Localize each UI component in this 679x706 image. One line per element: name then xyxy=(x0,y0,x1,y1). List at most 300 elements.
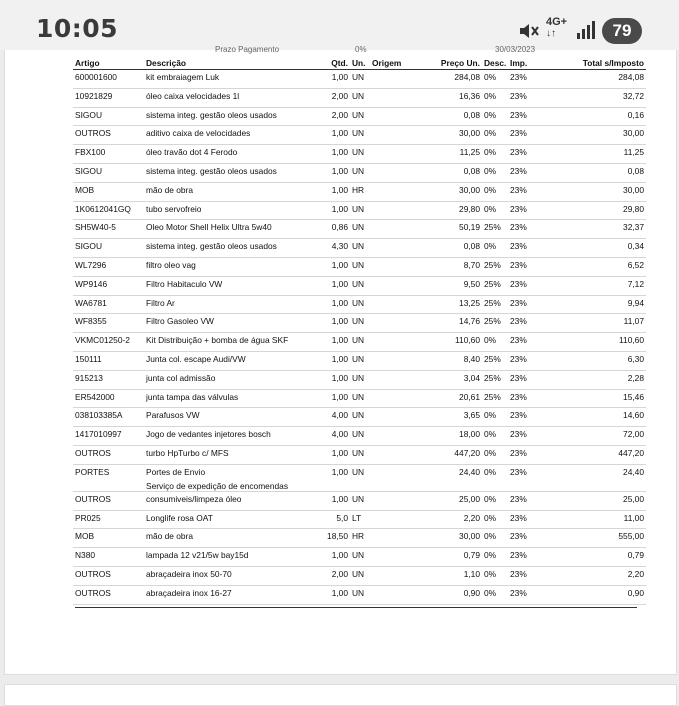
cell-descricao xyxy=(144,70,310,89)
desc-value: 25% xyxy=(484,278,501,289)
next-page-edge xyxy=(4,684,677,706)
total-value: 30,00 xyxy=(623,128,644,139)
preco-value: 13,25 xyxy=(459,297,480,308)
qtd-value: 5,0 xyxy=(336,512,348,523)
preco-value: 0,79 xyxy=(463,550,480,561)
table-header-row xyxy=(73,56,646,70)
preco-value: 25,00 xyxy=(459,493,480,504)
cell-artigo xyxy=(73,491,144,510)
cell-desc xyxy=(482,491,508,510)
cell-total xyxy=(543,510,646,529)
imp-value: 23% xyxy=(510,410,527,421)
artigo-value: WF8355 xyxy=(75,316,107,327)
cell-qtd xyxy=(310,126,350,145)
table-row xyxy=(73,548,646,567)
preco-value: 30,00 xyxy=(459,184,480,195)
cell-preco xyxy=(438,276,482,295)
cell-artigo xyxy=(73,389,144,408)
table-row xyxy=(73,70,646,89)
desc-value: 0% xyxy=(484,147,497,158)
un-value: UN xyxy=(352,222,365,233)
qtd-value: 1,00 xyxy=(331,184,348,195)
cell-imp xyxy=(508,427,543,446)
cell-total xyxy=(543,88,646,107)
imp-value: 23% xyxy=(510,429,527,440)
descricao-value: abraçadeira inox 50-70 xyxy=(146,568,232,579)
cell-origem xyxy=(370,314,438,333)
desc-value: 0% xyxy=(484,493,497,504)
cell-imp xyxy=(508,529,543,548)
desc-value: 25% xyxy=(484,222,501,233)
table-row xyxy=(73,464,646,491)
total-value: 0,16 xyxy=(627,109,644,120)
cell-un xyxy=(350,548,370,567)
desc-value: 0% xyxy=(484,241,497,252)
imp-value: 23% xyxy=(510,90,527,101)
cell-imp xyxy=(508,464,543,491)
total-value: 11,07 xyxy=(623,316,644,327)
cell-desc xyxy=(482,276,508,295)
cell-descricao xyxy=(144,88,310,107)
cell-origem xyxy=(370,408,438,427)
cell-preco xyxy=(438,445,482,464)
un-value: UN xyxy=(352,568,365,579)
un-value: UN xyxy=(352,466,365,477)
cell-desc xyxy=(482,464,508,491)
descricao-value: Parafusos VW xyxy=(146,410,200,421)
imp-value: 23% xyxy=(510,278,527,289)
table-row xyxy=(73,88,646,107)
table-row xyxy=(73,163,646,182)
imp-value: 23% xyxy=(510,493,527,504)
total-value: 284,08 xyxy=(618,72,644,82)
total-value: 447,20 xyxy=(618,447,644,458)
cell-qtd xyxy=(310,548,350,567)
cell-imp xyxy=(508,566,543,585)
preco-value: 110,60 xyxy=(455,335,480,346)
descricao-line2: Serviço de expedição de encomendas xyxy=(146,480,289,491)
cell-origem xyxy=(370,182,438,201)
imp-value: 23% xyxy=(510,297,527,308)
desc-value: 0% xyxy=(484,587,497,598)
clipped-header-left: Prazo Pagamento xyxy=(215,45,280,54)
qtd-value: 1,00 xyxy=(331,165,348,176)
cell-total xyxy=(543,163,646,182)
imp-value: 23% xyxy=(510,531,527,542)
cell-qtd xyxy=(310,239,350,258)
preco-value: 2,20 xyxy=(463,512,480,523)
total-value: 25,00 xyxy=(623,493,644,504)
cell-imp xyxy=(508,107,543,126)
cell-descricao xyxy=(144,276,310,295)
preco-value: 8,70 xyxy=(463,259,480,270)
cell-qtd xyxy=(310,389,350,408)
cell-artigo xyxy=(73,585,144,604)
un-value: UN xyxy=(352,353,365,364)
cell-un xyxy=(350,163,370,182)
artigo-value: MOB xyxy=(75,184,95,195)
cell-imp xyxy=(508,491,543,510)
cell-descricao xyxy=(144,491,310,510)
mute-icon xyxy=(518,20,540,42)
cell-desc xyxy=(482,408,508,427)
footer-divider xyxy=(75,607,637,608)
cell-desc xyxy=(482,70,508,89)
un-value: UN xyxy=(352,587,365,598)
cell-preco xyxy=(438,370,482,389)
cell-desc xyxy=(482,445,508,464)
imp-value: 23% xyxy=(510,128,527,139)
table-row xyxy=(73,566,646,585)
artigo-value: PORTES xyxy=(75,466,110,477)
qtd-value: 1,00 xyxy=(331,335,348,346)
cell-artigo xyxy=(73,464,144,491)
cell-origem xyxy=(370,145,438,164)
imp-value: 23% xyxy=(510,391,527,402)
clipped-header-right: 30/03/2023 xyxy=(495,45,536,54)
cell-desc xyxy=(482,314,508,333)
cell-un xyxy=(350,276,370,295)
imp-value: 23% xyxy=(510,372,527,383)
preco-value: 50,19 xyxy=(459,222,480,233)
desc-value: 25% xyxy=(484,259,501,270)
un-value: UN xyxy=(352,410,365,421)
cell-origem xyxy=(370,464,438,491)
cell-artigo xyxy=(73,548,144,567)
cell-qtd xyxy=(310,88,350,107)
cell-desc xyxy=(482,239,508,258)
cell-total xyxy=(543,239,646,258)
cell-origem xyxy=(370,126,438,145)
desc-value: 25% xyxy=(484,353,501,364)
table-row xyxy=(73,529,646,548)
cell-total xyxy=(543,314,646,333)
cell-desc xyxy=(482,88,508,107)
cell-origem xyxy=(370,163,438,182)
clock: 10:05 xyxy=(36,14,119,43)
cell-qtd xyxy=(310,201,350,220)
imp-value: 23% xyxy=(510,72,527,82)
imp-value: 23% xyxy=(510,550,527,561)
cell-un xyxy=(350,220,370,239)
un-value: HR xyxy=(352,184,365,195)
cell-un xyxy=(350,145,370,164)
header-preco: Preço Un. xyxy=(438,56,482,70)
descricao-value: Filtro Ar xyxy=(146,297,175,308)
artigo-value: 600001600 xyxy=(75,72,117,82)
table-row xyxy=(73,408,646,427)
cell-descricao xyxy=(144,351,310,370)
artigo-value: SIGOU xyxy=(75,241,102,252)
total-value: 6,52 xyxy=(627,259,644,270)
cell-un xyxy=(350,201,370,220)
cell-qtd xyxy=(310,257,350,276)
table-row xyxy=(73,126,646,145)
cell-total xyxy=(543,276,646,295)
imp-value: 23% xyxy=(510,512,527,523)
desc-value: 25% xyxy=(484,297,501,308)
cell-artigo xyxy=(73,276,144,295)
cell-qtd xyxy=(310,70,350,89)
cell-un xyxy=(350,257,370,276)
imp-value: 23% xyxy=(510,447,527,458)
cell-origem xyxy=(370,445,438,464)
cell-qtd xyxy=(310,566,350,585)
cell-total xyxy=(543,70,646,89)
preco-value: 3,04 xyxy=(463,372,480,383)
cell-imp xyxy=(508,88,543,107)
total-value: 15,46 xyxy=(623,391,644,402)
header-total: Total s/Imposto xyxy=(543,56,646,70)
desc-value: 0% xyxy=(484,531,497,542)
descricao-value: junta tampa das válvulas xyxy=(146,391,239,402)
descricao-value: mão de obra xyxy=(146,184,194,195)
cell-origem xyxy=(370,351,438,370)
cell-preco xyxy=(438,182,482,201)
un-value: UN xyxy=(352,372,365,383)
table-row xyxy=(73,295,646,314)
cell-artigo xyxy=(73,182,144,201)
preco-value: 24,40 xyxy=(459,466,480,477)
cell-preco xyxy=(438,220,482,239)
total-value: 0,90 xyxy=(627,587,644,598)
desc-value: 0% xyxy=(484,466,497,477)
header-un: Un. xyxy=(350,56,370,70)
qtd-value: 4,30 xyxy=(331,241,348,252)
cell-desc xyxy=(482,370,508,389)
descricao-value: filtro oleo vag xyxy=(146,259,196,270)
cell-desc xyxy=(482,566,508,585)
qtd-value: 1,00 xyxy=(331,391,348,402)
descricao-value: abraçadeira inox 16-27 xyxy=(146,587,232,598)
cell-total xyxy=(543,464,646,491)
cell-preco xyxy=(438,201,482,220)
cell-un xyxy=(350,566,370,585)
cell-total xyxy=(543,107,646,126)
cell-artigo xyxy=(73,295,144,314)
descricao-value: lampada 12 v21/5w bay15d xyxy=(146,550,249,561)
cell-desc xyxy=(482,529,508,548)
table-row xyxy=(73,107,646,126)
qtd-value: 1,00 xyxy=(331,447,348,458)
status-bar xyxy=(0,0,679,50)
total-value: 32,72 xyxy=(623,90,644,101)
desc-value: 0% xyxy=(484,72,497,82)
artigo-value: OUTROS xyxy=(75,493,111,504)
cell-descricao xyxy=(144,464,310,491)
total-value: 14,60 xyxy=(623,410,644,421)
cell-imp xyxy=(508,351,543,370)
table-row xyxy=(73,145,646,164)
cell-origem xyxy=(370,566,438,585)
imp-value: 23% xyxy=(510,568,527,579)
desc-value: 0% xyxy=(484,109,497,120)
cell-preco xyxy=(438,295,482,314)
descricao-value: sistema integ. gestão oleos usados xyxy=(146,241,277,252)
imp-value: 23% xyxy=(510,109,527,120)
cell-desc xyxy=(482,220,508,239)
artigo-value: WL7296 xyxy=(75,259,107,270)
un-value: UN xyxy=(352,90,365,101)
cell-descricao xyxy=(144,510,310,529)
cell-desc xyxy=(482,145,508,164)
cell-qtd xyxy=(310,491,350,510)
preco-value: 284,08 xyxy=(454,72,480,82)
descricao-value: Filtro Habitaculo VW xyxy=(146,278,223,289)
imp-value: 23% xyxy=(510,203,527,214)
cell-artigo xyxy=(73,126,144,145)
cell-descricao xyxy=(144,220,310,239)
desc-value: 0% xyxy=(484,447,497,458)
cell-total xyxy=(543,585,646,604)
cell-qtd xyxy=(310,585,350,604)
cell-desc xyxy=(482,510,508,529)
cell-artigo xyxy=(73,510,144,529)
cell-preco xyxy=(438,510,482,529)
cell-preco xyxy=(438,389,482,408)
cell-preco xyxy=(438,408,482,427)
cell-total xyxy=(543,408,646,427)
cell-preco xyxy=(438,70,482,89)
cell-artigo xyxy=(73,163,144,182)
cell-qtd xyxy=(310,445,350,464)
artigo-value: SIGOU xyxy=(75,165,102,176)
cell-preco xyxy=(438,163,482,182)
descricao-value: sistema integ. gestão oleos usados xyxy=(146,165,277,176)
qtd-value: 1,00 xyxy=(331,353,348,364)
cell-total xyxy=(543,566,646,585)
preco-value: 0,08 xyxy=(463,241,480,252)
cell-descricao xyxy=(144,145,310,164)
qtd-value: 1,00 xyxy=(331,466,348,477)
cell-total xyxy=(543,389,646,408)
cell-descricao xyxy=(144,295,310,314)
cell-origem xyxy=(370,389,438,408)
cell-un xyxy=(350,88,370,107)
table-row xyxy=(73,314,646,333)
cell-preco xyxy=(438,566,482,585)
cell-un xyxy=(350,491,370,510)
document-page xyxy=(4,45,677,675)
cell-descricao xyxy=(144,408,310,427)
un-value: UN xyxy=(352,203,365,214)
cell-total xyxy=(543,333,646,352)
desc-value: 0% xyxy=(484,429,497,440)
cell-un xyxy=(350,408,370,427)
preco-value: 30,00 xyxy=(459,128,480,139)
cell-qtd xyxy=(310,220,350,239)
total-value: 11,00 xyxy=(623,512,644,523)
cell-preco xyxy=(438,145,482,164)
cell-qtd xyxy=(310,145,350,164)
descricao-value: Jogo de vedantes injetores bosch xyxy=(146,429,271,440)
cell-artigo xyxy=(73,145,144,164)
descricao-value: Kit Distribuição + bomba de água SKF xyxy=(146,335,289,346)
cell-imp xyxy=(508,276,543,295)
descricao-value: tubo servofreio xyxy=(146,203,202,214)
cell-descricao xyxy=(144,163,310,182)
cell-un xyxy=(350,389,370,408)
header-qtd: Qtd. xyxy=(310,56,350,70)
artigo-value: 915213 xyxy=(75,372,103,383)
cell-un xyxy=(350,585,370,604)
cell-total xyxy=(543,295,646,314)
preco-value: 8,40 xyxy=(463,353,480,364)
cell-qtd xyxy=(310,333,350,352)
cell-preco xyxy=(438,107,482,126)
cell-artigo xyxy=(73,201,144,220)
un-value: UN xyxy=(352,241,365,252)
un-value: UN xyxy=(352,278,365,289)
imp-value: 23% xyxy=(510,222,527,233)
artigo-value: SIGOU xyxy=(75,109,102,120)
artigo-value: PR025 xyxy=(75,512,101,523)
cell-artigo xyxy=(73,370,144,389)
imp-value: 23% xyxy=(510,466,527,477)
table-row xyxy=(73,257,646,276)
qtd-value: 2,00 xyxy=(331,90,348,101)
cell-artigo xyxy=(73,333,144,352)
cell-preco xyxy=(438,239,482,258)
cell-preco xyxy=(438,257,482,276)
preco-value: 20,61 xyxy=(459,391,480,402)
cell-un xyxy=(350,333,370,352)
cell-imp xyxy=(508,445,543,464)
desc-value: 0% xyxy=(484,550,497,561)
artigo-value: WP9146 xyxy=(75,278,108,289)
cell-un xyxy=(350,464,370,491)
cell-total xyxy=(543,201,646,220)
cell-descricao xyxy=(144,107,310,126)
preco-value: 14,76 xyxy=(459,316,480,327)
cell-qtd xyxy=(310,107,350,126)
cell-qtd xyxy=(310,276,350,295)
cell-preco xyxy=(438,464,482,491)
cell-desc xyxy=(482,333,508,352)
cell-total xyxy=(543,145,646,164)
descricao-value: turbo HpTurbo c/ MFS xyxy=(146,447,229,458)
cell-imp xyxy=(508,389,543,408)
cell-descricao xyxy=(144,182,310,201)
cell-imp xyxy=(508,239,543,258)
cell-artigo xyxy=(73,239,144,258)
cell-desc xyxy=(482,257,508,276)
preco-value: 9,50 xyxy=(463,278,480,289)
un-value: UN xyxy=(352,447,365,458)
cell-preco xyxy=(438,333,482,352)
un-value: UN xyxy=(352,493,365,504)
header-imp: Imp. xyxy=(508,56,543,70)
cell-descricao xyxy=(144,314,310,333)
cell-qtd xyxy=(310,295,350,314)
descricao-value: Portes de Envio xyxy=(146,466,206,477)
cell-desc xyxy=(482,548,508,567)
un-value: UN xyxy=(352,297,365,308)
descricao-value: óleo travão dot 4 Ferodo xyxy=(146,147,238,158)
total-value: 110,60 xyxy=(619,335,644,346)
un-value: UN xyxy=(352,316,365,327)
cell-total xyxy=(543,370,646,389)
cell-artigo xyxy=(73,529,144,548)
un-value: UN xyxy=(352,165,365,176)
cell-preco xyxy=(438,88,482,107)
cell-origem xyxy=(370,529,438,548)
desc-value: 0% xyxy=(484,335,497,346)
qtd-value: 1,00 xyxy=(331,587,348,598)
cell-imp xyxy=(508,182,543,201)
cell-imp xyxy=(508,126,543,145)
artigo-value: OUTROS xyxy=(75,447,111,458)
